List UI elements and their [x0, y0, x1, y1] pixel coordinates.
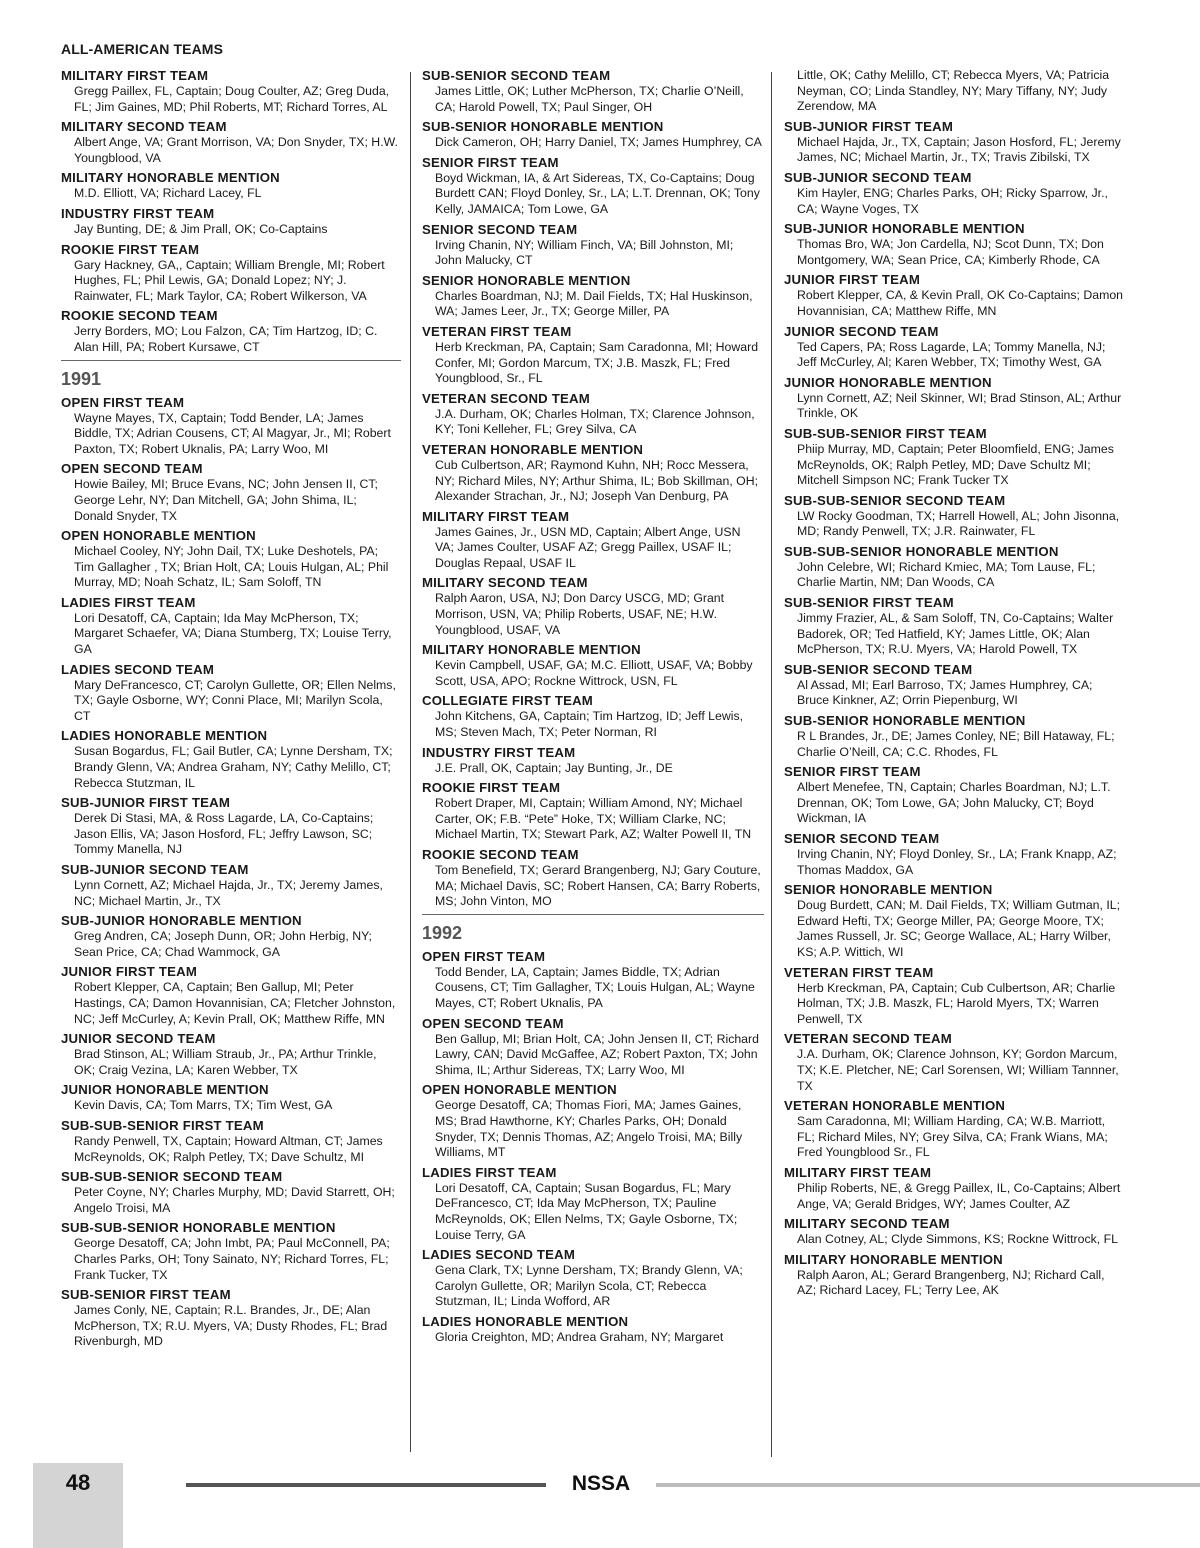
team-section: [784, 882, 1126, 960]
team-members: Kim Hayler, ENG; Charles Parks, OH; Ricky Sparrow, Jr., CA; Wayne Voges, TX: [797, 185, 1108, 216]
team-title: SENIOR SECOND TEAM: [422, 221, 578, 237]
team-members: James Little, OK; Luther McPherson, TX; Charlie O’Neill, CA; Harold Powell, TX; Paul Singer, OH: [435, 84, 744, 114]
team-members: Ralph Aaron, USA, NJ; Don Darcy USCG, MD; Grant Morrison, USN, VA; Philip Roberts, USAF, NE; H.W. Youngblood, USAF, VA: [435, 591, 725, 637]
team-members: George Desatoff, CA; John Imbt, PA; Paul McConnell, PA; Charles Parks, OH; Tony Sainato, NY; Richard Torres, FL; Frank Tucker, TX: [74, 1236, 390, 1282]
team-members: Ben Gallup, MI; Brian Holt, CA; John Jensen II, CT; Richard Lawry, CAN; David McGaffee, AZ; Robert Paxton, TX; John Shima, IL; Arthur Sidereas, TX; Larry Woo, MI: [435, 1031, 759, 1077]
team-members: Albert Ange, VA; Grant Morrison, VA; Don Snyder, TX; H.W. Youngblood, VA: [74, 135, 398, 165]
team-title: ROOKIE SECOND TEAM: [422, 847, 579, 862]
team-members: Lori Desatoff, CA, Captain; Susan Bogardus, FL; Mary DeFrancesco, CT; Ida May McPherson, TX; Pauline McReynolds, OK; Ellen Nelms, TX; Gayle Osborne, TX; Louise Terry, GA: [435, 1180, 738, 1242]
team-title: SUB-SUB-SENIOR SECOND TEAM: [784, 492, 1006, 508]
team-title: SENIOR FIRST TEAM: [784, 764, 921, 780]
team-section: [784, 831, 1126, 878]
team-members: Philip Roberts, NE, & Gregg Paillex, IL, Co-Captains; Albert Ange, VA; Gerald Bridges, WY; James Coulter, AZ: [797, 1180, 1121, 1211]
team-title: SUB-SUB-SENIOR SECOND TEAM: [61, 1169, 283, 1185]
team-section: [784, 375, 1126, 422]
team-section: [61, 242, 401, 305]
team-section: [784, 68, 1126, 115]
team-section: [784, 1216, 1126, 1248]
team-title: LADIES HONORABLE MENTION: [422, 1313, 629, 1329]
team-title: OPEN HONORABLE MENTION: [61, 528, 256, 544]
team-section: [61, 1082, 401, 1114]
team-section: [61, 795, 401, 858]
team-section: [422, 442, 764, 505]
team-section: [784, 221, 1126, 268]
team-title: OPEN FIRST TEAM: [61, 394, 185, 410]
team-section: [422, 155, 764, 218]
team-title: VETERAN FIRST TEAM: [784, 964, 934, 980]
team-members: R L Brandes, Jr., DE; James Conley, NE; Bill Hataway, FL; Charlie O’Neill, CA; C.C. Rhodes, FL: [797, 729, 1115, 759]
team-section: [784, 965, 1126, 1028]
team-title: SENIOR HONORABLE MENTION: [784, 882, 993, 898]
team-members: Jimmy Frazier, AL, & Sam Soloff, TN, Co-Captains; Walter Badorek, OR; Ted Hatfield, KY; James Little, OK; Alan McPherson, TX; R.U. Myers, VA; Harold Powell, TX: [797, 611, 1114, 657]
team-section: [422, 1016, 764, 1079]
team-title: INDUSTRY FIRST TEAM: [61, 205, 215, 221]
team-members: George Desatoff, CA; Thomas Fiori, MA; James Gaines, MS; Brad Hawthorne, KY; Charles Parks, OH; Donald Snyder, TX; Dennis Thomas, AZ; Angelo Troisi, MA; Billy Williams, MT: [435, 1098, 743, 1160]
column-divider: [771, 72, 772, 1457]
team-title: OPEN SECOND TEAM: [422, 1015, 564, 1031]
team-section: [61, 1118, 401, 1165]
team-title: MILITARY FIRST TEAM: [422, 508, 570, 524]
team-section: [422, 949, 764, 1012]
team-members: Tom Benefield, TX; Gerard Brangenberg, NJ; Gary Couture, MA; Michael Davis, SC; Robert Hansen, CA; Barry Roberts, MS; John Vinton, MO: [435, 863, 761, 909]
team-members: J.A. Durham, OK; Clarence Johnson, KY; Gordon Marcum, TX; K.E. Pletcher, NE; Carl Sorensen, WI; William Tannner, TX: [797, 1047, 1119, 1093]
column-divider: [410, 72, 411, 1452]
team-title: SUB-SENIOR SECOND TEAM: [422, 68, 611, 83]
team-title: VETERAN SECOND TEAM: [422, 390, 590, 406]
team-section: [422, 693, 764, 740]
team-members: Al Assad, MI; Earl Barroso, TX; James Humphrey, CA; Bruce Kinkner, AZ; Orrin Piepenburg, WI: [797, 677, 1093, 708]
team-title: SUB-SUB-SENIOR FIRST TEAM: [784, 425, 987, 441]
team-members: Sam Caradonna, MI; William Harding, CA; W.B. Marriott, FL; Richard Miles, NY; Grey Silva, CA; Frank Wians, MA; Fred Youngblood Sr., FL: [797, 1114, 1108, 1160]
team-members: Michael Cooley, NY; John Dail, TX; Luke Deshotels, PA; Tim Gallagher , TX; Brian Holt, CA; Louis Hulgan, AL; Phil Murray, MD; Noah Schatz, IL; Sam Soloff, TN: [74, 544, 389, 590]
team-members: Robert Draper, MI, Captain; William Amond, NY; Michael Carter, OK; F.B. “Pete” Hoke, TX; William Clarke, NC; Michael Martin, TX; Stewart Park, AZ; Walter Powell II, TN: [435, 796, 752, 842]
team-section: [422, 575, 764, 638]
team-title: VETERAN FIRST TEAM: [422, 323, 572, 339]
team-title: SUB-JUNIOR HONORABLE MENTION: [61, 913, 302, 929]
team-members: Robert Klepper, CA, & Kevin Prall, OK Co-Captains; Damon Hovannisian, CA; Matthew Riffe, MN: [797, 288, 1124, 318]
team-title: JUNIOR FIRST TEAM: [61, 964, 198, 980]
team-members: Susan Bogardus, FL; Gail Butler, CA; Lynne Dersham, TX; Brandy Glenn, VA; Andrea Graham, NY; Cathy Melillo, CT; Rebecca Stutzman, IL: [74, 744, 393, 790]
team-section: [61, 119, 401, 166]
team-members: Lynn Cornett, AZ; Neil Skinner, WI; Brad Stinson, AL; Arthur Trinkle, OK: [797, 390, 1122, 421]
team-section: [784, 1252, 1126, 1299]
team-members: Cub Culbertson, AR; Raymond Kuhn, NH; Rocc Messera, NY; Richard Miles, NY; Arthur Shima, IL; Bob Skillman, OH; Alexander Strachan, Jr., NJ; Joseph Van Denburg, PA: [435, 457, 759, 504]
team-members: Kevin Campbell, USAF, GA; M.C. Elliott, USAF, VA; Bobby Scott, USA, APO; Rockne Wittrock, USN, FL: [435, 658, 753, 688]
team-members: Peter Coyne, NY; Charles Murphy, MD; David Starrett, OH; Angelo Troisi, MA: [74, 1185, 395, 1215]
team-section: [61, 170, 401, 202]
team-members: James Conly, NE, Captain; R.L. Brandes, Jr., DE; Alan McPherson, TX; R.U. Myers, VA; Dusty Rhodes, FL; Brad Rivenburgh, MD: [74, 1303, 388, 1349]
team-section: [784, 324, 1126, 371]
team-members: Phiip Murray, MD, Captain; Peter Bloomfield, ENG; James McReynolds, OK; Ralph Petley, MD; Dave Schultz MI; Mitchell Simpson NC; Frank Tucker TX: [797, 441, 1114, 488]
team-title: MILITARY HONORABLE MENTION: [61, 170, 280, 186]
team-section: [784, 713, 1126, 760]
team-title: ROOKIE SECOND TEAM: [61, 308, 218, 324]
team-title: INDUSTRY FIRST TEAM: [422, 744, 576, 760]
team-members: Ralph Aaron, AL; Gerard Brangenberg, NJ; Richard Call, AZ; Richard Lacey, FL; Terry Lee, AK: [797, 1267, 1105, 1298]
team-title: JUNIOR SECOND TEAM: [61, 1031, 216, 1047]
team-title: SENIOR SECOND TEAM: [784, 831, 940, 846]
team-title: OPEN SECOND TEAM: [61, 461, 203, 477]
team-members: James Gaines, Jr., USN MD, Captain; Albert Ange, USN VA; James Coulter, USAF AZ; Gregg Paillex, USAF IL; Douglas Repaal, USAF IL: [435, 524, 741, 570]
team-title: MILITARY FIRST TEAM: [61, 68, 209, 83]
team-title: SENIOR FIRST TEAM: [422, 154, 559, 170]
team-title: SUB-SENIOR FIRST TEAM: [784, 595, 954, 611]
team-members: Herb Kreckman, PA, Captain; Sam Caradonna, MI; Howard Confer, MI; Gordon Marcum, TX; J.B. Maszk, FL; Fred Youngblood, Sr., FL: [435, 339, 759, 386]
team-section: [422, 391, 764, 438]
team-title: OPEN FIRST TEAM: [422, 948, 546, 964]
team-title: LADIES FIRST TEAM: [422, 1164, 557, 1180]
column-3: [784, 68, 1126, 1303]
team-members: Gregg Paillex, FL, Captain; Doug Coulter, AZ; Greg Duda, FL; Jim Gaines, MD; Phil Roberts, MT; Richard Torres, AL: [74, 84, 390, 114]
team-members: Alan Cotney, AL; Clyde Simmons, KS; Rockne Wittrock, FL: [797, 1232, 1118, 1247]
team-members: J.A. Durham, OK; Charles Holman, TX; Clarence Johnson, KY; Toni Kelleher, FL; Grey Silva, CA: [435, 406, 755, 437]
team-members: Randy Penwell, TX, Captain; Howard Altman, CT; James McReynolds, OK; Ralph Petley, TX; Dave Schultz, MI: [74, 1133, 383, 1164]
team-title: SENIOR HONORABLE MENTION: [422, 272, 631, 288]
team-section: [784, 493, 1126, 540]
team-members: Dick Cameron, OH; Harry Daniel, TX; James Humphrey, CA: [435, 135, 762, 150]
page-number: 48: [65, 1470, 91, 1495]
team-section: [61, 662, 401, 725]
team-title: SUB-SENIOR SECOND TEAM: [784, 661, 973, 677]
team-members: Albert Menefee, TN, Captain; Charles Boardman, NJ; L.T. Drennan, OK; Tom Lowe, GA; John Malucky, CT; Boyd Wickman, IA: [797, 780, 1111, 826]
team-title: SUB-JUNIOR HONORABLE MENTION: [784, 221, 1025, 237]
team-section: [61, 528, 401, 591]
year-heading: 1991: [61, 360, 401, 391]
team-section: [784, 170, 1126, 217]
team-members: Herb Kreckman, PA, Captain; Cub Culbertson, AR; Charlie Holman, TX; J.B. Maszk, FL; Harold Myers, TX; Warren Penwell, TX: [797, 980, 1116, 1026]
team-members: Wayne Mayes, TX, Captain; Todd Bender, LA; James Biddle, TX; Adrian Cousens, CT; Al Magyar, Jr., MI; Robert Paxton, TX; Robert Uknalis, PA; Larry Woo, MI: [74, 410, 391, 456]
team-title: COLLEGIATE FIRST TEAM: [422, 693, 593, 709]
team-section: [61, 595, 401, 658]
team-title: VETERAN HONORABLE MENTION: [422, 441, 644, 457]
team-members: Little, OK; Cathy Melillo, CT; Rebecca Myers, VA; Patricia Neyman, CO; Linda Standley, NY; Mary Tiffany, NY; Judy Zerendow, MA: [797, 68, 1110, 114]
team-section: [422, 1165, 764, 1243]
team-members: Boyd Wickman, IA, & Art Sidereas, TX, Co-Captains; Doug Burdett CAN; Floyd Donley, Sr., LA; L.T. Drennan, OK; Tony Kelly, JAMAICA; Tom Lowe, GA: [435, 170, 760, 216]
team-title: SUB-JUNIOR FIRST TEAM: [61, 795, 231, 811]
footer-brand: NSSA: [571, 1472, 631, 1495]
team-members: Mary DeFrancesco, CT; Carolyn Gullette, OR; Ellen Nelms, TX; Gayle Osborne, WY; Conni Place, MI; Marilyn Scola, CT: [74, 677, 396, 723]
team-members: Charles Boardman, NJ; M. Dail Fields, TX; Hal Huskinson, WA; James Leer, Jr., TX; George Miller, PA: [435, 288, 753, 319]
team-members: Greg Andren, CA; Joseph Dunn, OR; John Herbig, NY; Sean Price, CA; Chad Wammock, GA: [74, 929, 372, 959]
team-section: [61, 1220, 401, 1283]
team-title: SUB-SUB-SENIOR HONORABLE MENTION: [784, 543, 1059, 559]
team-section: [422, 1247, 764, 1310]
team-title: MILITARY SECOND TEAM: [422, 575, 588, 591]
team-title: MILITARY SECOND TEAM: [61, 119, 227, 135]
team-section: [784, 595, 1126, 658]
team-title: JUNIOR FIRST TEAM: [784, 272, 921, 288]
team-title: SUB-SUB-SENIOR FIRST TEAM: [61, 1117, 264, 1133]
team-title: VETERAN HONORABLE MENTION: [784, 1098, 1006, 1114]
team-members: Gloria Creighton, MD; Andrea Graham, NY; Margaret: [435, 1329, 724, 1344]
team-title: LADIES SECOND TEAM: [61, 661, 215, 677]
team-title: SUB-SUB-SENIOR HONORABLE MENTION: [61, 1220, 336, 1236]
team-section: [422, 1314, 764, 1346]
team-members: Thomas Bro, WA; Jon Cardella, NJ; Scot Dunn, TX; Don Montgomery, WA; Sean Price, CA; Kimberly Rhode, CA: [797, 237, 1104, 267]
page-heading: ALL-AMERICAN TEAMS: [61, 41, 224, 57]
team-section: [61, 862, 401, 909]
team-section: [784, 119, 1126, 166]
team-title: SUB-SENIOR FIRST TEAM: [61, 1287, 231, 1303]
team-section: [422, 745, 764, 777]
team-section: [784, 426, 1126, 489]
team-section: [422, 273, 764, 320]
team-title: SUB-SENIOR HONORABLE MENTION: [422, 119, 664, 135]
team-members: Kevin Davis, CA; Tom Marrs, TX; Tim West, GA: [74, 1098, 333, 1113]
team-section: [61, 1169, 401, 1216]
footer-rule-right: [656, 1483, 1200, 1487]
team-section: [784, 272, 1126, 319]
team-section: [422, 509, 764, 572]
team-title: SUB-JUNIOR FIRST TEAM: [784, 118, 954, 134]
team-section: [61, 395, 401, 458]
team-title: MILITARY HONORABLE MENTION: [784, 1251, 1003, 1267]
team-section: [422, 222, 764, 269]
team-title: ROOKIE FIRST TEAM: [61, 241, 200, 257]
team-members: Lori Desatoff, CA, Captain; Ida May McPherson, TX; Margaret Schaefer, VA; Diana Stumberg, TX; Louise Terry, GA: [74, 610, 392, 657]
team-members: Brad Stinson, AL; William Straub, Jr., PA; Arthur Trinkle, OK; Craig Vezina, LA; Karen Webber, TX: [74, 1047, 377, 1077]
team-title: SUB-JUNIOR SECOND TEAM: [784, 169, 972, 185]
team-title: SUB-SENIOR HONORABLE MENTION: [784, 713, 1026, 729]
team-section: [784, 544, 1126, 591]
team-section: [784, 764, 1126, 827]
team-members: Derek Di Stasi, MA, & Ross Lagarde, LA, Co-Captains; Jason Ellis, VA; Jason Hosford, FL; Jeffry Lawson, SC; Tommy Manella, NJ: [74, 811, 374, 857]
team-members: Irving Chanin, NY; William Finch, VA; Bill Johnston, MI; John Malucky, CT: [435, 237, 734, 268]
team-members: J.E. Prall, OK, Captain; Jay Bunting, Jr., DE: [435, 760, 673, 775]
team-members: Jay Bunting, DE; & Jim Prall, OK; Co-Captains: [74, 221, 328, 236]
team-section: [61, 1287, 401, 1350]
team-members: LW Rocky Goodman, TX; Harrell Howell, AL; John Jisonna, MD; Randy Penwell, TX; J.R. Rainwater, FL: [797, 508, 1120, 539]
team-title: VETERAN SECOND TEAM: [784, 1031, 952, 1047]
team-members: M.D. Elliott, VA; Richard Lacey, FL: [74, 186, 262, 201]
team-members: Doug Burdett, CAN; M. Dail Fields, TX; William Gutman, IL; Edward Hefti, TX; George Miller, PA; George Moore, TX; James Russell, Jr. SC; George Wallace, AL; Harry Wilber, KS; A.P. Wittich, WI: [797, 898, 1121, 959]
team-section: [784, 662, 1126, 709]
team-members: John Celebre, WI; Richard Kmiec, MA; Tom Lause, FL; Charlie Martin, NM; Dan Woods, CA: [797, 559, 1096, 590]
team-section: [784, 1165, 1126, 1212]
team-section: [422, 847, 764, 910]
team-members: Irving Chanin, NY; Floyd Donley, Sr., LA; Frank Knapp, AZ; Thomas Maddox, GA: [797, 847, 1117, 877]
team-members: Jerry Borders, MO; Lou Falzon, CA; Tim Hartzog, ID; C. Alan Hill, PA; Robert Kursawe, CT: [74, 324, 378, 354]
team-title: LADIES SECOND TEAM: [422, 1247, 576, 1263]
team-members: Robert Klepper, CA, Captain; Ben Gallup, MI; Peter Hastings, CA; Damon Hovannisian, CA; Fletcher Johnston, NC; Jeff McCurley, A; Kevin Prall, OK; Matthew Riffe, MN: [74, 980, 396, 1026]
team-members: Howie Bailey, MI; Bruce Evans, NC; John Jensen II, CT; George Lehr, NY; Dan Mitchell, GA; John Shima, IL; Donald Snyder, TX: [74, 477, 378, 523]
column-1: [61, 68, 401, 1354]
team-section: [422, 119, 764, 151]
column-2: [422, 68, 764, 1349]
team-title: JUNIOR HONORABLE MENTION: [784, 374, 992, 390]
team-title: MILITARY FIRST TEAM: [784, 1164, 932, 1180]
team-title: LADIES HONORABLE MENTION: [61, 728, 268, 744]
team-section: [422, 780, 764, 843]
team-section: [422, 642, 764, 689]
team-members: John Kitchens, GA, Captain; Tim Hartzog, ID; Jeff Lewis, MS; Steven Mach, TX; Peter Norman, RI: [435, 709, 744, 740]
team-members: Todd Bender, LA, Captain; James Biddle, TX; Adrian Cousens, CT; Tim Gallagher, TX; Louis Hulgan, AL; Wayne Mayes, CT; Robert Uknalis, PA: [435, 964, 755, 1010]
team-title: ROOKIE FIRST TEAM: [422, 780, 561, 796]
team-title: JUNIOR SECOND TEAM: [784, 323, 939, 339]
team-members: Lynn Cornett, AZ; Michael Hajda, Jr., TX; Jeremy James, NC; Michael Martin, Jr., TX: [74, 878, 383, 908]
team-section: [61, 308, 401, 355]
team-section: [61, 728, 401, 791]
team-section: [61, 461, 401, 524]
team-title: SUB-JUNIOR SECOND TEAM: [61, 862, 249, 877]
team-section: [784, 1031, 1126, 1094]
team-section: [61, 964, 401, 1027]
team-title: OPEN HONORABLE MENTION: [422, 1082, 617, 1098]
team-section: [422, 1082, 764, 1160]
team-section: [422, 68, 764, 115]
team-title: MILITARY HONORABLE MENTION: [422, 642, 641, 658]
team-section: [61, 913, 401, 960]
team-section: [61, 68, 401, 115]
team-section: [784, 1098, 1126, 1161]
team-members: Gary Hackney, GA,, Captain; William Brengle, MI; Robert Hughes, FL; Phil Lewis, GA; Donald Lopez; NY; J. Rainwater, FL; Mark Taylor, CA; Robert Wilkerson, VA: [74, 257, 385, 303]
team-members: Ted Capers, PA; Ross Lagarde, LA; Tommy Manella, NJ; Jeff McCurley, Al; Karen Webber, TX; Timothy West, GA: [797, 339, 1106, 370]
team-title: MILITARY SECOND TEAM: [784, 1216, 950, 1232]
footer-rule-left: [186, 1483, 546, 1487]
team-title: LADIES FIRST TEAM: [61, 594, 196, 610]
year-heading: 1992: [422, 914, 764, 945]
team-members: Gena Clark, TX; Lynne Dersham, TX; Brandy Glenn, VA; Carolyn Gullette, OR; Marilyn Scola, CT; Rebecca Stutzman, IL; Linda Wofford, AR: [435, 1263, 743, 1309]
team-title: JUNIOR HONORABLE MENTION: [61, 1082, 269, 1098]
team-section: [422, 324, 764, 387]
team-section: [61, 206, 401, 238]
team-section: [61, 1031, 401, 1078]
team-members: Michael Hajda, Jr., TX, Captain; Jason Hosford, FL; Jeremy James, NC; Michael Martin, Jr., TX; Travis Zibilski, TX: [797, 134, 1121, 165]
